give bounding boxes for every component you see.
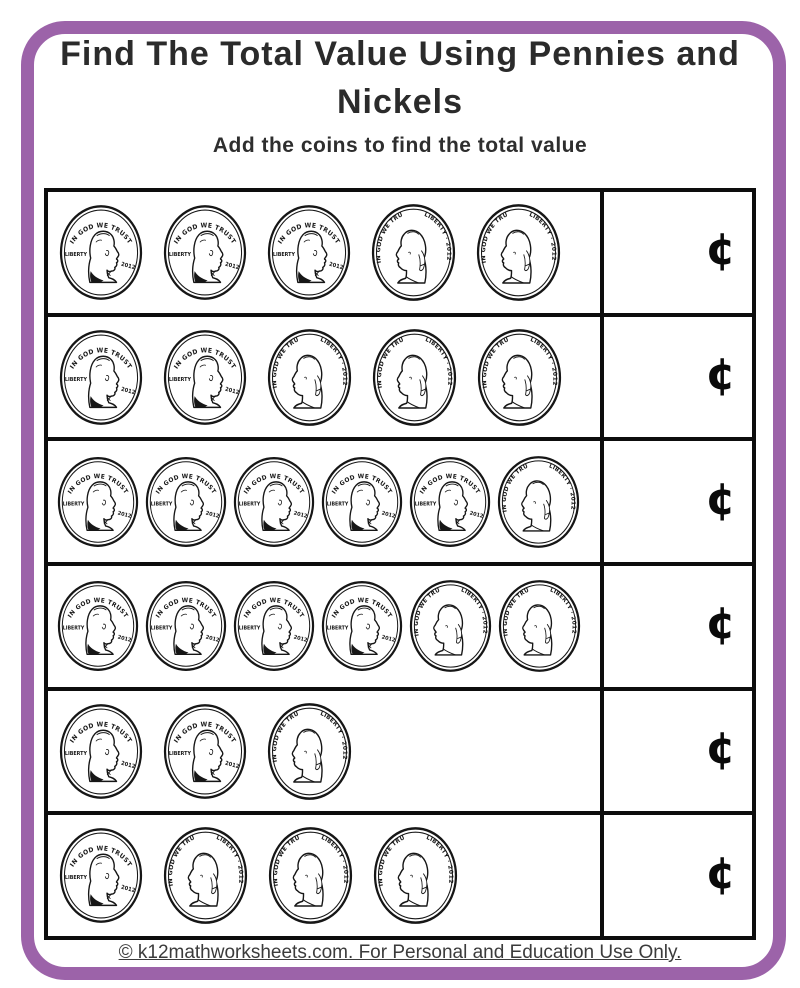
penny-coin <box>144 456 228 548</box>
nickel-coin <box>497 579 582 673</box>
penny-coin <box>58 827 144 924</box>
nickel-coin <box>162 826 249 925</box>
table-row <box>48 441 752 566</box>
page-title <box>50 30 750 126</box>
nickel-coin <box>266 328 353 427</box>
page-title-line1: Find The Total Value Using Pennies and <box>60 35 740 73</box>
penny-coin <box>162 329 248 426</box>
cent-symbol: ¢ <box>705 349 736 401</box>
answer-cell[interactable] <box>600 815 752 936</box>
penny-coin <box>58 703 144 800</box>
nickel-coin <box>267 826 354 925</box>
coins-cell <box>48 317 600 438</box>
table-row <box>48 691 752 816</box>
page-subtitle: Add the coins to find the total value <box>212 134 588 157</box>
table-row <box>48 192 752 317</box>
footer-credit-link[interactable]: © k12mathworksheets.com. For Personal and Education Use Only. <box>118 942 682 963</box>
cent-symbol: ¢ <box>705 598 736 650</box>
answer-cell[interactable] <box>600 192 752 313</box>
page-title-line2: Nickels <box>336 83 464 121</box>
penny-coin <box>232 580 316 672</box>
penny-coin <box>320 580 404 672</box>
penny-coin <box>58 329 144 426</box>
answer-cell[interactable] <box>600 441 752 562</box>
nickel-coin <box>496 455 581 549</box>
table-row <box>48 317 752 442</box>
coins-table <box>44 188 756 940</box>
coins-cell <box>48 566 600 687</box>
cent-symbol: ¢ <box>705 473 736 525</box>
penny-coin <box>266 204 352 301</box>
coins-cell <box>48 691 600 812</box>
nickel-coin <box>371 328 458 427</box>
nickel-coin <box>476 328 563 427</box>
cent-symbol: ¢ <box>705 723 736 775</box>
penny-coin <box>162 204 248 301</box>
penny-coin <box>320 456 404 548</box>
penny-coin <box>162 703 248 800</box>
nickel-coin <box>266 702 353 801</box>
penny-coin <box>408 456 492 548</box>
answer-cell[interactable] <box>600 691 752 812</box>
penny-coin <box>56 580 140 672</box>
cent-symbol: ¢ <box>705 224 736 276</box>
nickel-coin <box>408 579 493 673</box>
coins-cell <box>48 815 600 936</box>
nickel-coin <box>475 203 562 302</box>
penny-coin <box>232 456 316 548</box>
table-row <box>48 566 752 691</box>
answer-cell[interactable] <box>600 317 752 438</box>
table-row <box>48 815 752 936</box>
penny-coin <box>56 456 140 548</box>
coins-cell <box>48 441 600 562</box>
penny-coin <box>144 580 228 672</box>
answer-cell[interactable] <box>600 566 752 687</box>
nickel-coin <box>370 203 457 302</box>
nickel-coin <box>372 826 459 925</box>
penny-coin <box>58 204 144 301</box>
cent-symbol: ¢ <box>705 847 736 899</box>
coins-cell <box>48 192 600 313</box>
